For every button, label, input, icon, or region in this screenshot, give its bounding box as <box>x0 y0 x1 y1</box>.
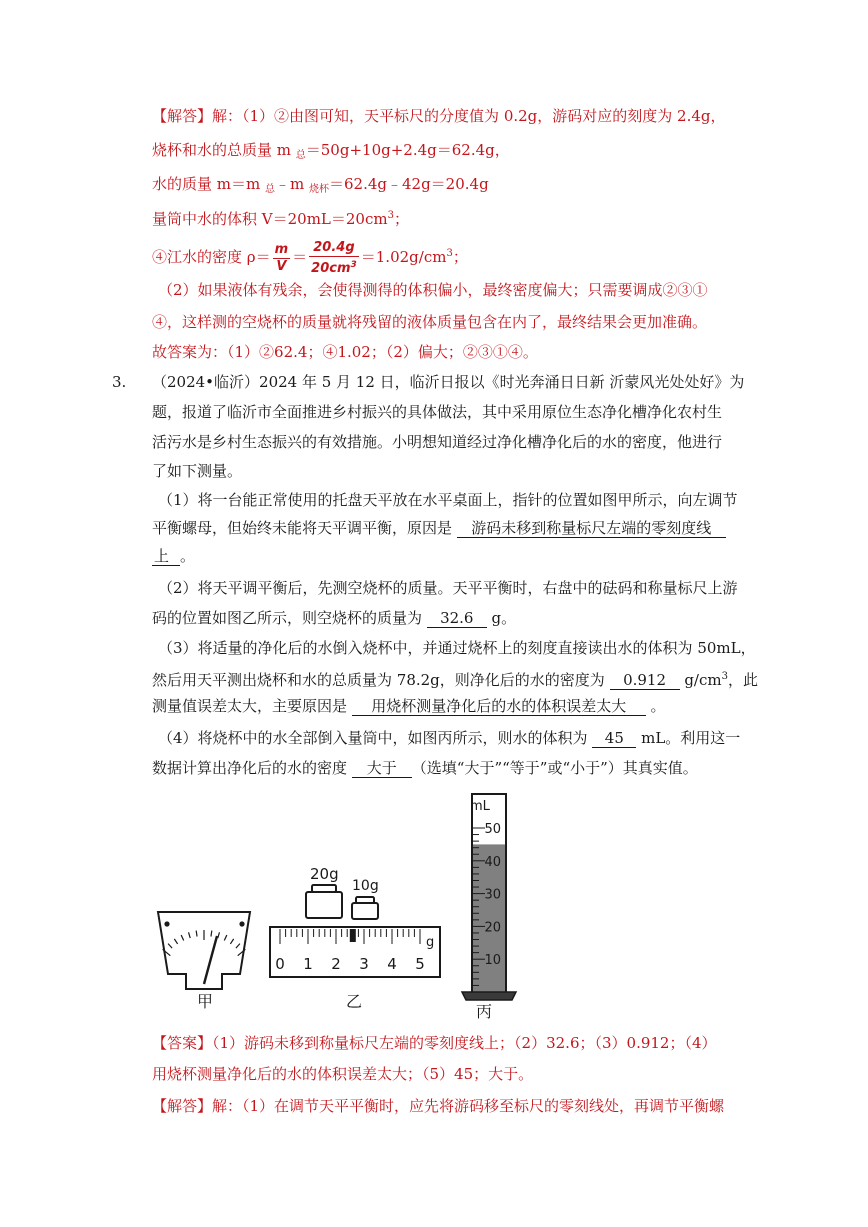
part3-answer: 0.912 <box>610 671 680 690</box>
cylinder-tick-label: 50 <box>484 822 501 837</box>
cylinder-tick-label: 10 <box>484 953 501 969</box>
scale-tick-label: 0 <box>275 955 285 973</box>
part3-line-1: （3）将适量的净化后的水倒入烧杯中，并通过烧杯上的刻度直接读出水的体积为 50mL， <box>158 639 756 657</box>
part1-answer: 游码未移到称量标尺左端的零刻度线 <box>457 519 726 538</box>
cylinder-tick-label: 20 <box>484 920 501 936</box>
part4-compare-answer: 大于 <box>352 759 412 778</box>
answer-line-3: 【解答】解：（1）在调节天平平衡时，应先将游码移至标尺的零刻线处，再调节平衡螺 <box>152 1097 725 1115</box>
scale-tick-label: 2 <box>331 955 341 973</box>
cylinder-tick-label: 40 <box>484 854 501 870</box>
part1-line-3: 上 。 <box>154 547 196 565</box>
weight-20g-label: 20g <box>310 865 339 883</box>
question-line-2: 题，报道了临沂市全面推进乡村振兴的具体做法，其中采用原位生态净化槽净化农村生 <box>152 403 723 421</box>
question-line-3: 活污水是乡村生态振兴的有效措施。小明想知道经过净化槽净化后的水的密度，他进行 <box>152 433 723 451</box>
fraction-m-over-v: $\frac{m}{V}$ <box>274 241 289 274</box>
part2-answer: 32.6 <box>427 609 487 628</box>
part4-line-1: （4）将烧杯中的水全部倒入量筒中，如图丙所示，则水的体积为 45 mL。利用这一 <box>158 729 741 747</box>
fraction-values: $\frac{20.4g}{20cm^3}$ <box>311 239 357 276</box>
part3-reason-answer: 用烧杯测量净化后的水的体积误差太大 <box>352 697 646 716</box>
label-jia: 甲 <box>197 992 214 1011</box>
experiment-figure <box>140 786 520 1026</box>
solution-line-6: （2）如果液体有残余，会使得测得的体积偏小，最终密度偏大；只需要调成②③① <box>158 281 708 299</box>
scale-tick-label: 4 <box>387 955 397 973</box>
solution-line-4: 量筒中水的体积 $V=20mL=20cm^3$； <box>152 210 409 228</box>
cylinder-tick-label: 30 <box>484 887 501 903</box>
part4-line-2: 数据计算出净化后的水的密度 大于 （选填“大于”“等于”或“小于”）其真实值。 <box>152 759 698 777</box>
part1-line-2: 平衡螺母，但始终未能将天平调平衡，原因是 游码未移到称量标尺左端的零刻度线 <box>152 518 726 538</box>
part1-line-1: （1）将一台能正常使用的托盘天平放在水平桌面上，指针的位置如图甲所示，向左调节 <box>158 491 738 509</box>
balance-dial <box>158 912 250 989</box>
label-yi: 乙 <box>346 992 363 1011</box>
rider-slider <box>350 929 356 942</box>
solution-line-7: ④，这样测的空烧杯的质量就将残留的液体质量包含在内了，最终结果会更加准确。 <box>152 313 708 331</box>
scale-unit: g <box>426 935 435 950</box>
answer-line-2: 用烧杯测量净化后的水的体积误差太大；（5）45；大于。 <box>152 1065 534 1083</box>
solution-line-1: 【解答】解：（1）②由图可知，天平标尺的分度值为 0.2g，游码对应的刻度为 2.4g， <box>152 107 726 125</box>
question-line-4: 了如下测量。 <box>152 462 243 480</box>
part4-volume-answer: 45 <box>592 729 636 748</box>
part2-line-2: 码的位置如图乙所示，则空烧杯的质量为 32.6 g。 <box>152 609 517 627</box>
solution-line-3: 水的质量 m＝m $_总$﹣m $_{烧杯}$＝62.4g﹣42g＝20.4g <box>152 175 489 195</box>
solution-line-8: 故答案为：（1）②62.4；④1.02；（2）偏大；②③①④。 <box>152 343 538 361</box>
part3-line-3: 测量值误差太大，主要原因是 用烧杯测量净化后的水的体积误差太大 。 <box>152 697 666 715</box>
answer-line-1: 【答案】（1）游码未移到称量标尺左端的零刻度线上；（2）32.6；（3）0.912；（4） <box>152 1034 717 1052</box>
part2-line-1: （2）将天平调平衡后，先测空烧杯的质量。天平平衡时，右盘中的砝码和称量标尺上游 <box>158 579 738 597</box>
cylinder-unit: mL <box>470 799 490 814</box>
scale-tick-label: 3 <box>359 955 369 973</box>
weight-10g-label: 10g <box>352 878 379 894</box>
solution-line-2: 烧杯和水的总质量 m $_总$＝50g+10g+2.4g＝62.4g， <box>152 141 510 161</box>
question-number: 3. <box>112 373 127 391</box>
question-line-1: （2024•临沂）2024 年 5 月 12 日，临沂日报以《时光奔涌日日新 沂蒙风光处处好》为 <box>152 373 745 391</box>
scale-tick-label: 5 <box>415 955 425 973</box>
part3-line-2: 然后用天平测出烧杯和水的总质量为 78.2g，则净化后的水的密度为 0.912 $g/cm^3$，此 <box>152 671 758 689</box>
scale-tick-label: 1 <box>303 955 313 973</box>
solution-line-5-density: ④江水的密度 ρ＝ $\frac{m}{V}$ ＝ $\frac{20.4g}{20cm^3}$ $=1.02g/cm^3$； <box>152 239 468 276</box>
label-bing: 丙 <box>476 1002 493 1021</box>
